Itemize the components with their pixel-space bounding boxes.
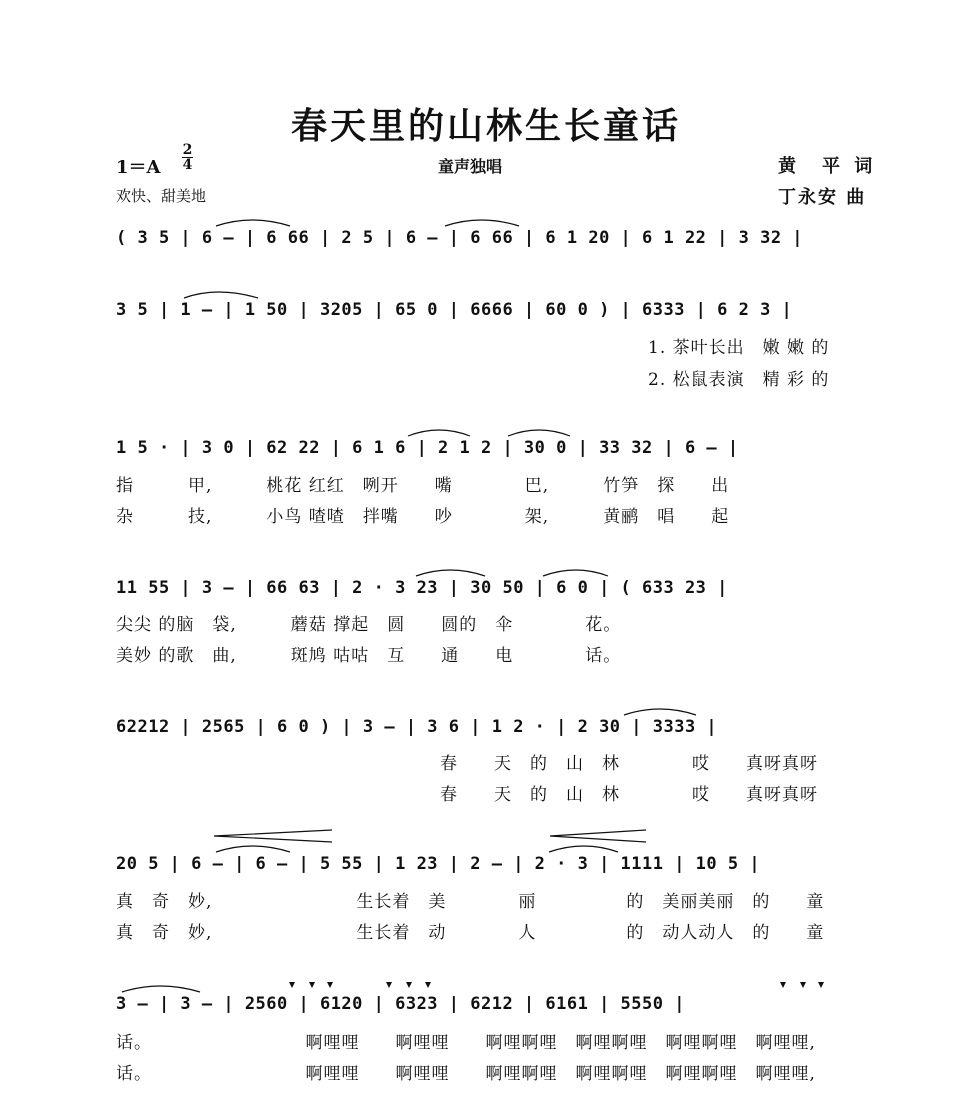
notation-row-4: 11 55 | 3 – | 66 63 | 2 · 3 23 | 30 50 | 6 0 | ( 633 23 | (116, 578, 728, 598)
lyric-row-4-verse-1: 尖尖 的脑 袋, 蘑菇 撑起 圆 圆的 伞 花。 (116, 615, 622, 635)
genre-label: 童声独唱 (438, 157, 503, 176)
notation-row-7: 3 – | 3 – | 2560 | 6120 | 6323 | 6212 | 6161 | 5550 | (116, 994, 685, 1014)
lyric-row-5-verse-1: 春 天 的 山 林 哎 真呀真呀 (116, 754, 818, 774)
tie-arc (508, 430, 570, 436)
crescendo-hairpin (214, 830, 332, 842)
accent-mark (800, 982, 806, 988)
tie-arc (549, 846, 618, 852)
accent-mark (818, 982, 824, 988)
song-title: 春天里的山林生长童话 (290, 105, 681, 147)
lyric-row-6-verse-2: 真 奇 妙, 生长着 动 人 的 动人动人 的 童 (116, 923, 825, 943)
tie-arc (624, 709, 696, 715)
accent-mark (289, 982, 295, 988)
accent-mark (327, 982, 333, 988)
lyricist-credit: 黄 平 词 (778, 156, 877, 177)
time-sig-top: 2 (182, 142, 193, 158)
tie-arc (408, 430, 470, 436)
notation-row-5: 62212 | 2565 | 6 0 ) | 3 – | 3 6 | 1 2 · | 2 30 | 3333 | (116, 717, 718, 737)
tie-arc (216, 220, 290, 226)
accent-mark (309, 982, 315, 988)
tie-arc (216, 846, 290, 852)
notation-row-3: 1 5 · | 3 0 | 62 22 | 6 1 6 | 2 1 2 | 30 0 | 33 32 | 6 – | (116, 438, 739, 458)
accent-mark (780, 982, 786, 988)
verse-1-intro: 1. 茶叶长出 嫩 嫩 的 (648, 338, 830, 358)
key-label: 1＝A (116, 157, 161, 178)
tie-arc (416, 570, 485, 576)
time-sig-bottom: 4 (182, 157, 193, 173)
composer-credit: 丁永安 曲 (778, 187, 867, 208)
accent-mark (406, 982, 412, 988)
crescendo-hairpin (550, 830, 646, 842)
lyric-row-5-verse-2: 春 天 的 山 林 哎 真呀真呀 (116, 785, 818, 805)
tie-arc (445, 220, 519, 226)
key-signature (116, 142, 193, 179)
tempo-marking: 欢快、甜美地 (116, 187, 207, 205)
notation-row-6: 20 5 | 6 – | 6 – | 5 55 | 1 23 | 2 – | 2 · 3 | 1111 | 10 5 | (116, 854, 761, 874)
lyric-row-7-verse-2: 话。 啊哩哩 啊哩哩 啊哩啊哩 啊哩啊哩 啊哩啊哩 啊哩哩, (116, 1064, 816, 1084)
lyric-row-3-verse-2: 杂 技, 小鸟 喳喳 拌嘴 吵 架, 黄鹂 唱 起 (116, 507, 730, 527)
lyric-row-6-verse-1: 真 奇 妙, 生长着 美 丽 的 美丽美丽 的 童 (116, 892, 825, 912)
verse-2-intro: 2. 松鼠表演 精 彩 的 (648, 370, 830, 390)
tie-arc (184, 292, 258, 298)
accent-mark (386, 982, 392, 988)
lyric-row-4-verse-2: 美妙 的歌 曲, 斑鸠 咕咕 互 通 电 话。 (116, 646, 622, 666)
notation-row-2: 3 5 | 1 – | 1 50 | 3205 | 65 0 | 6666 | 60 0 ) | 6333 | 6 2 3 | (116, 300, 793, 320)
lyric-row-7-verse-1: 话。 啊哩哩 啊哩哩 啊哩啊哩 啊哩啊哩 啊哩啊哩 啊哩哩, (116, 1033, 816, 1053)
notation-row-1: ( 3 5 | 6 – | 6 66 | 2 5 | 6 – | 6 66 | 6 1 20 | 6 1 22 | 3 32 | (116, 228, 804, 248)
tie-arc (543, 570, 608, 576)
tie-arc (122, 986, 200, 992)
time-signature (182, 143, 193, 172)
accent-mark (425, 982, 431, 988)
lyric-row-3-verse-1: 指 甲, 桃花 红红 咧开 嘴 巴, 竹笋 探 出 (116, 476, 730, 496)
